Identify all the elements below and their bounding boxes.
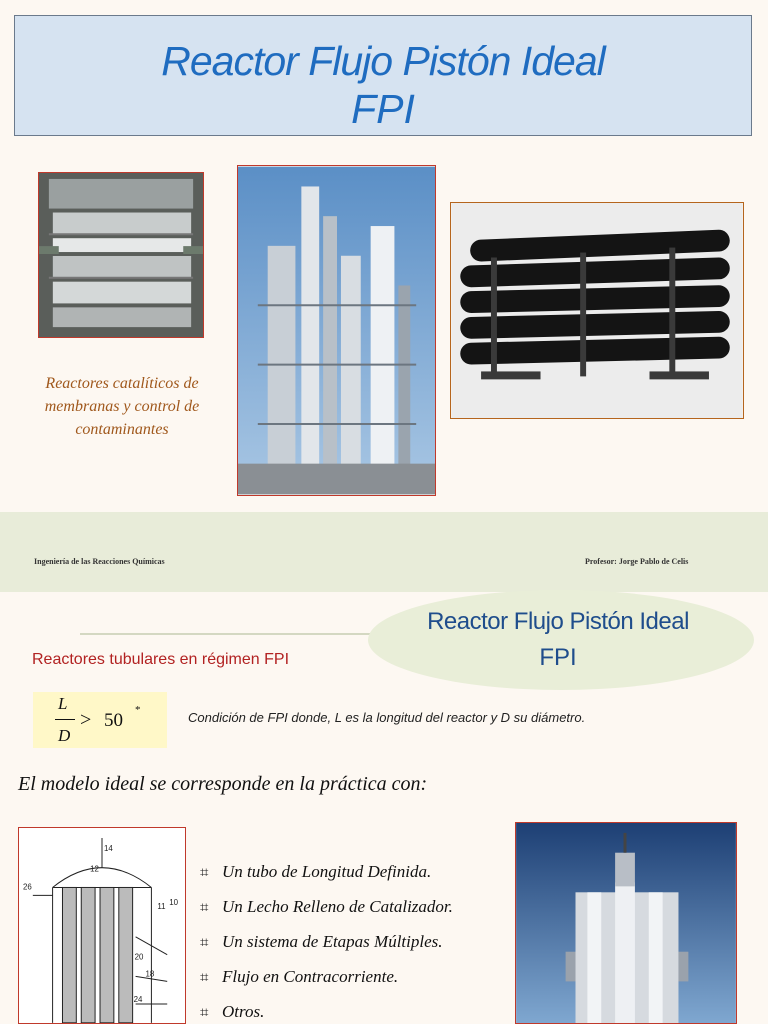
membrane-reactor-photo [38, 172, 204, 338]
title-line-2: FPI [351, 86, 415, 132]
bullet-icon: ⌗ [200, 865, 209, 881]
bullet-item: ⌗ Otros. [200, 1002, 265, 1021]
formula-value: 50 [104, 710, 123, 731]
pipe-reactor-photo [450, 202, 744, 419]
bullet-icon: ⌗ [200, 935, 209, 951]
slide-1-caption: Reactores catalíticos de membranas y control de contaminantes [44, 375, 200, 438]
title-line-1: Reactor Flujo Pistón Ideal [161, 38, 605, 84]
label-26: 26 [22, 882, 32, 892]
title-box [14, 15, 752, 136]
label-18: 18 [145, 969, 155, 979]
bullet-item: ⌗ Un Lecho Relleno de Catalizador. [200, 897, 453, 916]
slide-2-subtitle: Reactores tubulares en régimen FPI [32, 651, 290, 668]
slide-2-title-line-2: FPI [539, 644, 577, 671]
fraction-bar [55, 719, 75, 720]
label-24: 24 [133, 995, 143, 1005]
label-14: 14 [103, 843, 113, 853]
slide-2-title-line-1: Reactor Flujo Pistón Ideal [427, 608, 689, 635]
tower-photo [237, 165, 436, 496]
formula-mark: * [135, 704, 141, 716]
bullet-item: ⌗ Flujo en Contracorriente. [200, 967, 399, 986]
footer-professor: Profesor: Jorge Pablo de Celis [585, 557, 689, 566]
formula-box [33, 692, 167, 748]
bullet-item: ⌗ Un tubo de Longitud Definida. [200, 862, 432, 881]
vertical-reactor-photo [515, 822, 737, 1024]
bullet-icon: ⌗ [200, 1005, 209, 1021]
footer-band [0, 512, 768, 592]
reactor-diagram [18, 827, 186, 1024]
label-11: 11 [157, 902, 166, 912]
formula-numerator: L [58, 694, 68, 713]
formula-denominator: D [58, 726, 71, 745]
bullet-item: ⌗ Un sistema de Etapas Múltiples. [200, 932, 443, 951]
label-10: 10 [169, 898, 178, 908]
bullet-icon: ⌗ [200, 970, 209, 986]
formula-operator: > [80, 709, 92, 731]
fpi-condition: Condición de FPI donde, L es la longitud del reactor y D su diámetro. [188, 710, 586, 725]
label-20: 20 [134, 952, 144, 962]
footer-course: Ingeniería de las Reacciones Químicas [34, 557, 165, 566]
title-oval [368, 590, 754, 690]
bullet-icon: ⌗ [200, 900, 209, 916]
model-intro: El modelo ideal se corresponde en la práctica con: [18, 773, 428, 795]
label-12: 12 [90, 864, 99, 874]
